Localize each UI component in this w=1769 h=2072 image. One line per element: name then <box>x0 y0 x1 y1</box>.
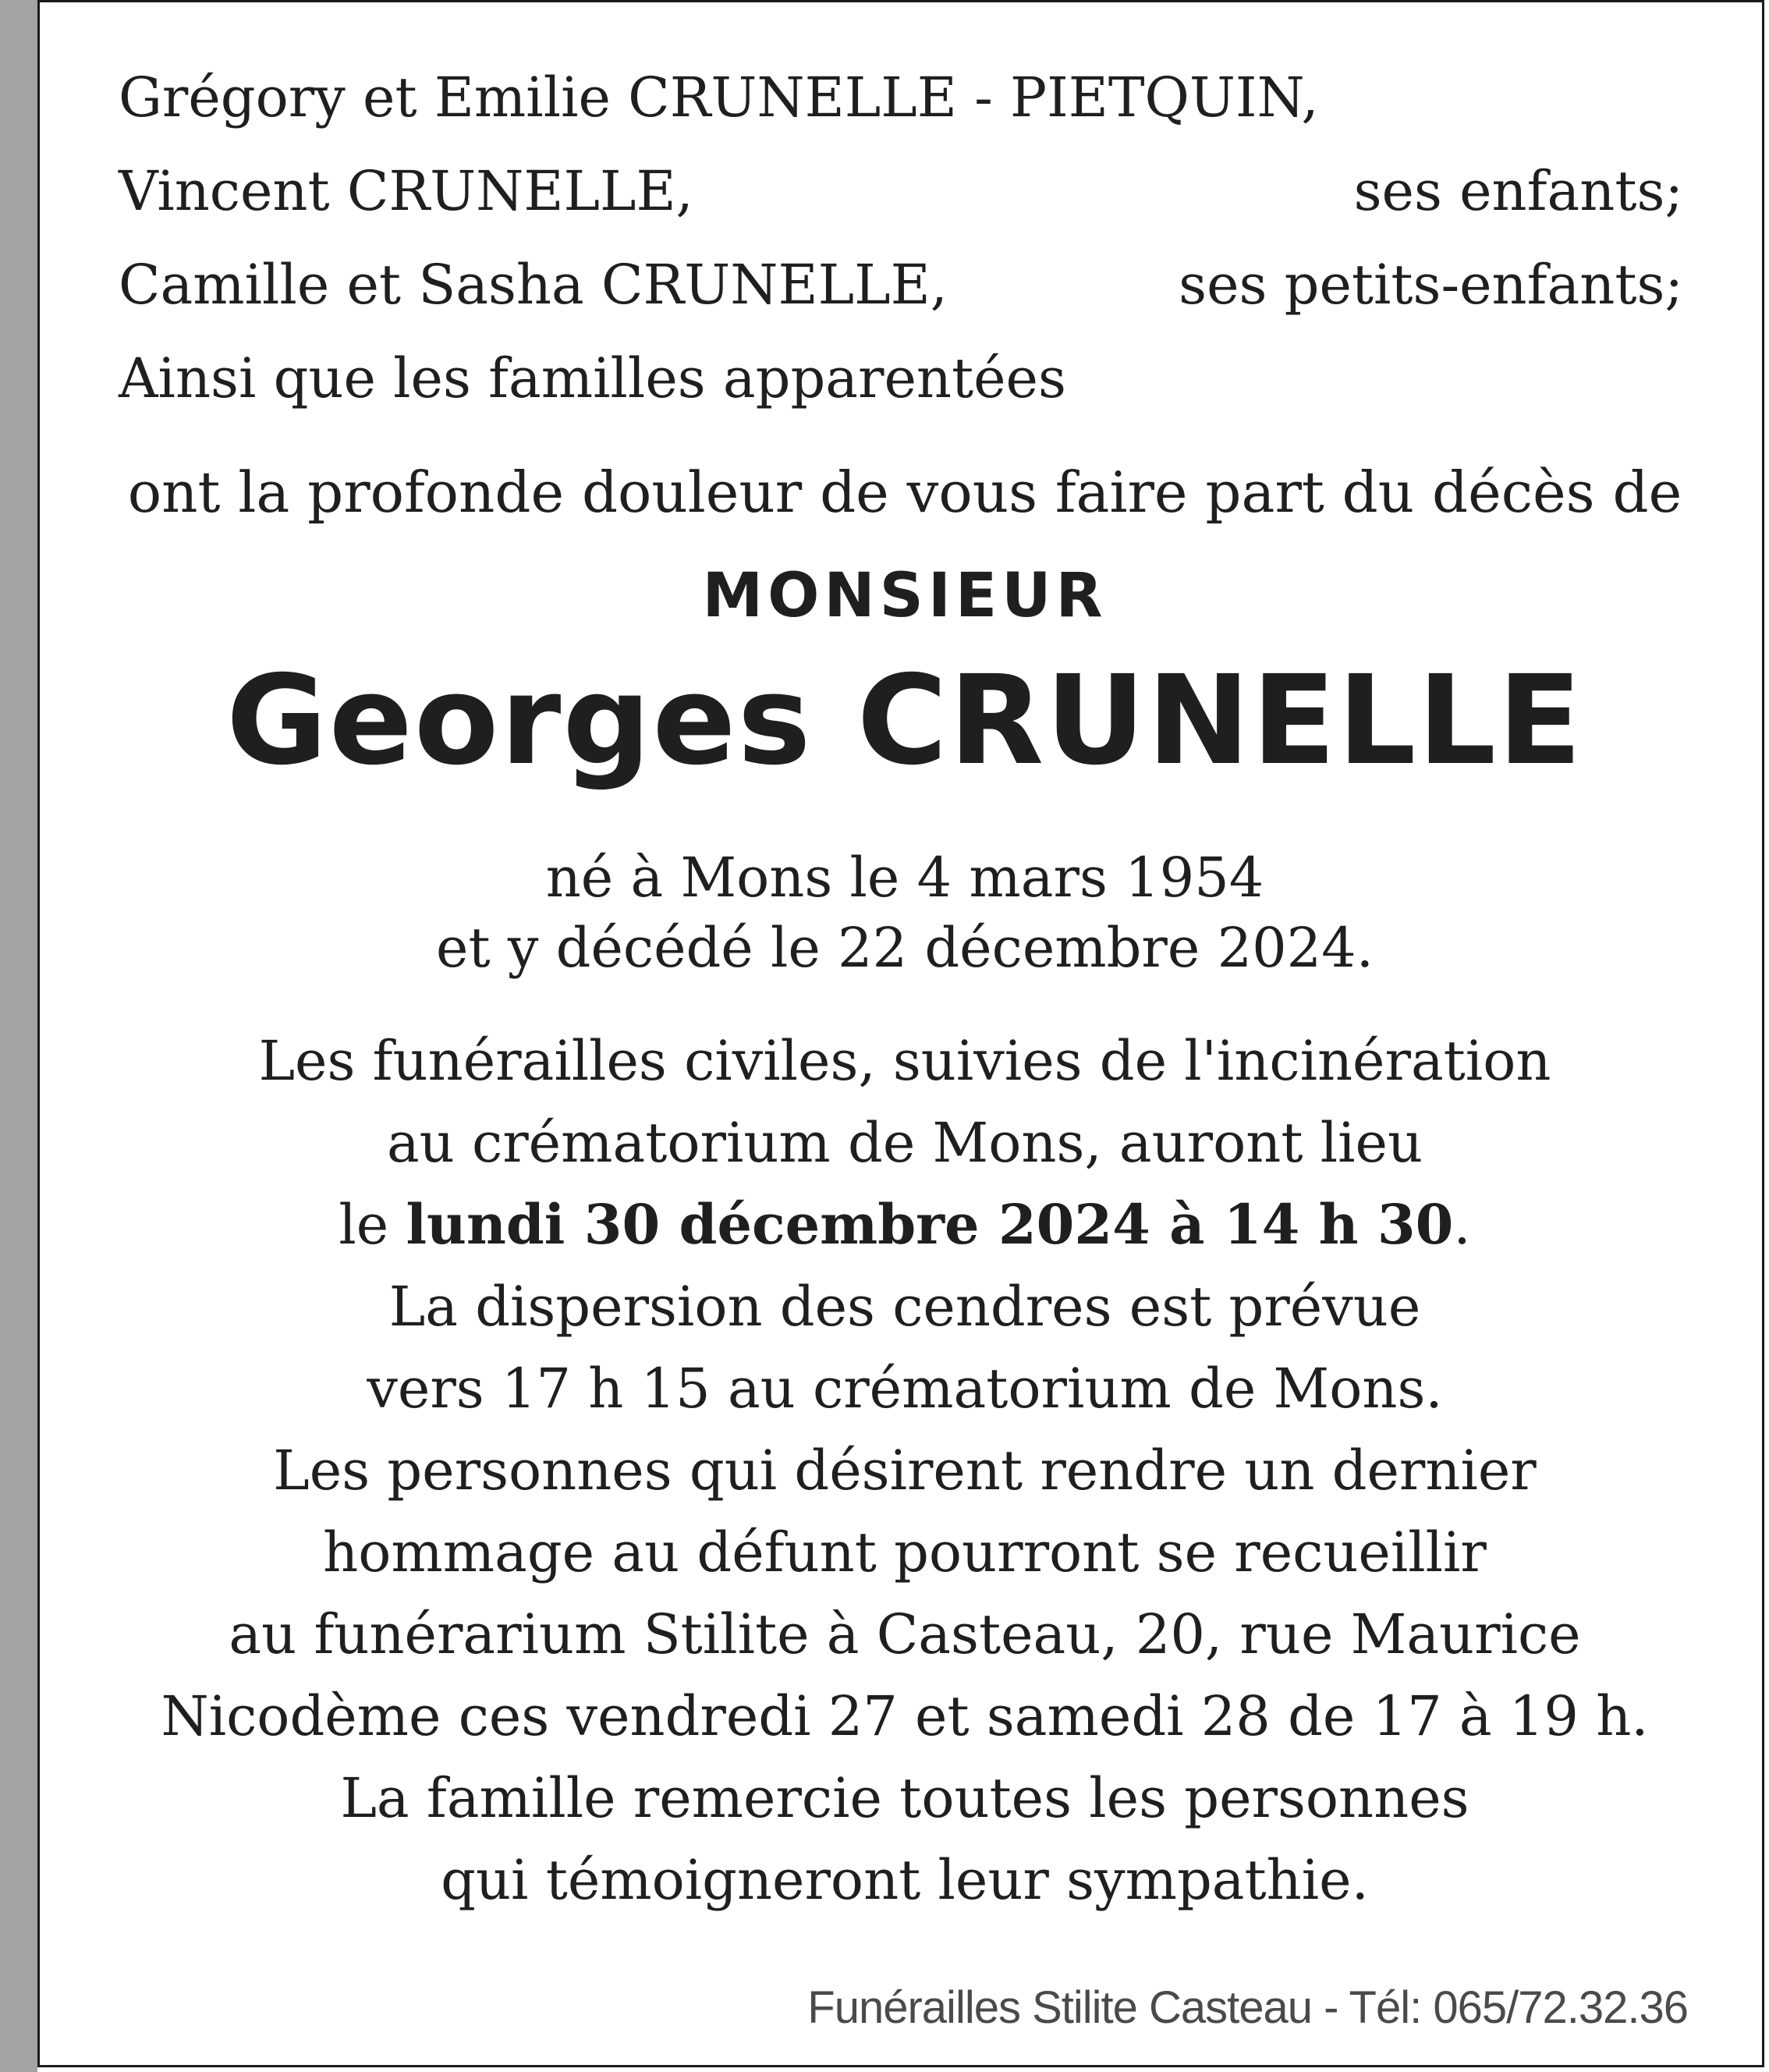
funeral-date-line <box>47 1192 1763 1257</box>
funeral-line-1: Les funérailles civiles, suivies de l'incinération <box>258 1029 1551 1093</box>
deceased-name: Georges CRUNELLE <box>226 649 1583 793</box>
honorific: MONSIEUR <box>702 561 1108 631</box>
left-margin-bar <box>0 0 37 2072</box>
funeral-line-10: La famille remercie toutes les personnes <box>340 1766 1469 1830</box>
funeral-line-11: qui témoigneront leur sympathie. <box>441 1848 1369 1912</box>
family-line-children-2: Vincent CRUNELLE, <box>119 159 693 223</box>
funeral-date: lundi 30 décembre 2024 à 14 h 30 <box>406 1192 1454 1257</box>
funeral-line-7: hommage au défunt pourront se recueillir <box>323 1520 1487 1584</box>
funeral-date-suffix: . <box>1453 1193 1471 1257</box>
family-line-grandchildren: Camille et Sasha CRUNELLE, <box>119 253 948 317</box>
family-line-children-1: Grégory et Emilie CRUNELLE - PIETQUIN, <box>119 66 1319 130</box>
family-role-grandchildren: ses petits-enfants; <box>1179 253 1683 317</box>
funeral-line-5: vers 17 h 15 au crématorium de Mons. <box>367 1357 1443 1421</box>
funeral-line-8: au funérarium Stilite à Casteau, 20, rue Maurice <box>229 1602 1581 1666</box>
announcement-text: ont la profonde douleur de vous faire part du décès de <box>127 459 1682 525</box>
death-info: et y décédé le 22 décembre 2024. <box>436 916 1374 980</box>
family-line-relatives: Ainsi que les familles apparentées <box>119 346 1066 410</box>
funeral-home-footer: Funérailles Stilite Casteau - Tél: 065/72.32.36 <box>807 1982 1688 2033</box>
family-role-children: ses enfants; <box>1353 159 1683 223</box>
funeral-line-4: La dispersion des cendres est prévue <box>388 1275 1421 1339</box>
funeral-line-6: Les personnes qui désirent rendre un dernier <box>273 1439 1537 1503</box>
funeral-date-prefix: le <box>339 1193 406 1257</box>
funeral-line-2: au crématorium de Mons, auront lieu <box>386 1111 1423 1175</box>
funeral-line-9: Nicodème ces vendredi 27 et samedi 28 de 17 à 19 h. <box>161 1684 1649 1748</box>
birth-info: né à Mons le 4 mars 1954 <box>545 846 1264 910</box>
